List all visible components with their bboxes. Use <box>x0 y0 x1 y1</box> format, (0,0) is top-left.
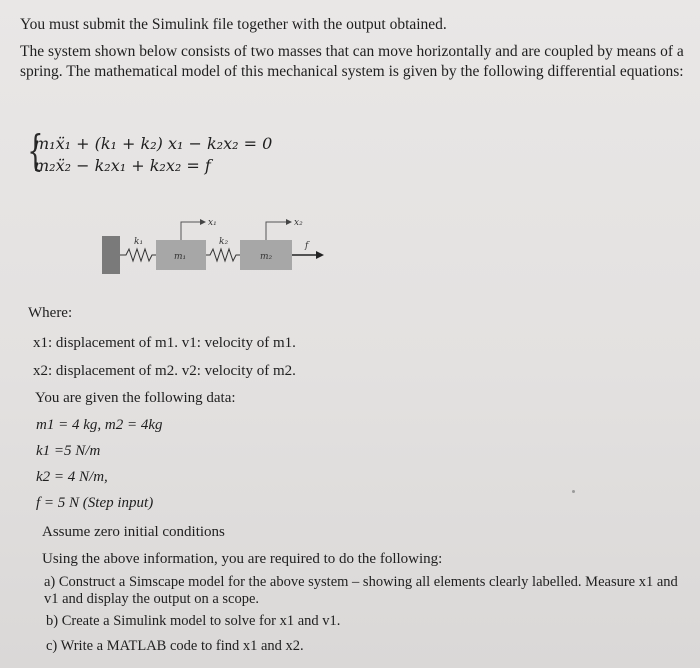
description-text: The system shown below consists of two masses that can move horizontally and are coupled by means of a spring. The mathematical model of this mechanical system is given by the following differential equations: <box>20 43 684 80</box>
label-f: f <box>305 241 309 251</box>
definition-x2: x2: displacement of m2. v2: velocity of m2. <box>33 363 296 379</box>
label-x2: x₂ <box>294 218 303 228</box>
data-k2: k2 = 4 N/m, <box>36 469 108 485</box>
x2-marker <box>266 222 286 240</box>
equation-1: m₁ẍ₁ + (k₁ + k₂) x₁ − k₂x₂ = 0 <box>34 134 273 153</box>
label-m1: m₁ <box>174 252 187 262</box>
spring-k2 <box>206 249 240 261</box>
given-heading: You are given the following data: <box>35 390 236 406</box>
label-k1: k₁ <box>134 237 144 247</box>
where-heading: Where: <box>28 305 73 321</box>
assume-text: Assume zero initial conditions <box>42 524 225 540</box>
data-masses: m1 = 4 kg, m2 = 4kg <box>36 417 163 433</box>
data-force: f = 5 N (Step input) <box>36 495 154 511</box>
label-m2: m₂ <box>260 252 273 262</box>
data-k1: k1 =5 N/m <box>36 443 101 459</box>
using-text: Using the above information, you are required to do the following: <box>42 551 443 567</box>
task-a: a) Construct a Simscape model for the above system – showing all elements clearly labelled. Measure x1 and v1 and display the output on a scope. <box>44 574 678 607</box>
intro-text: You must submit the Simulink file together with the output obtained. <box>20 16 447 33</box>
x1-marker <box>181 222 200 240</box>
task-b: b) Create a Simulink model to solve for x1 and v1. <box>46 613 341 629</box>
label-k2: k₂ <box>219 237 229 247</box>
definition-x1: x1: displacement of m1. v1: velocity of m1. <box>33 335 296 351</box>
equation-2: m₂ẍ₂ − k₂x₁ + k₂x₂ = f <box>34 156 211 175</box>
mass-spring-diagram <box>100 208 340 278</box>
task-c: c) Write a MATLAB code to find x1 and x2. <box>46 638 304 654</box>
label-x1: x₁ <box>208 218 217 228</box>
equation-brace: { <box>27 126 44 175</box>
speck <box>572 490 575 493</box>
spring-k1 <box>120 249 156 261</box>
wall <box>102 236 120 274</box>
